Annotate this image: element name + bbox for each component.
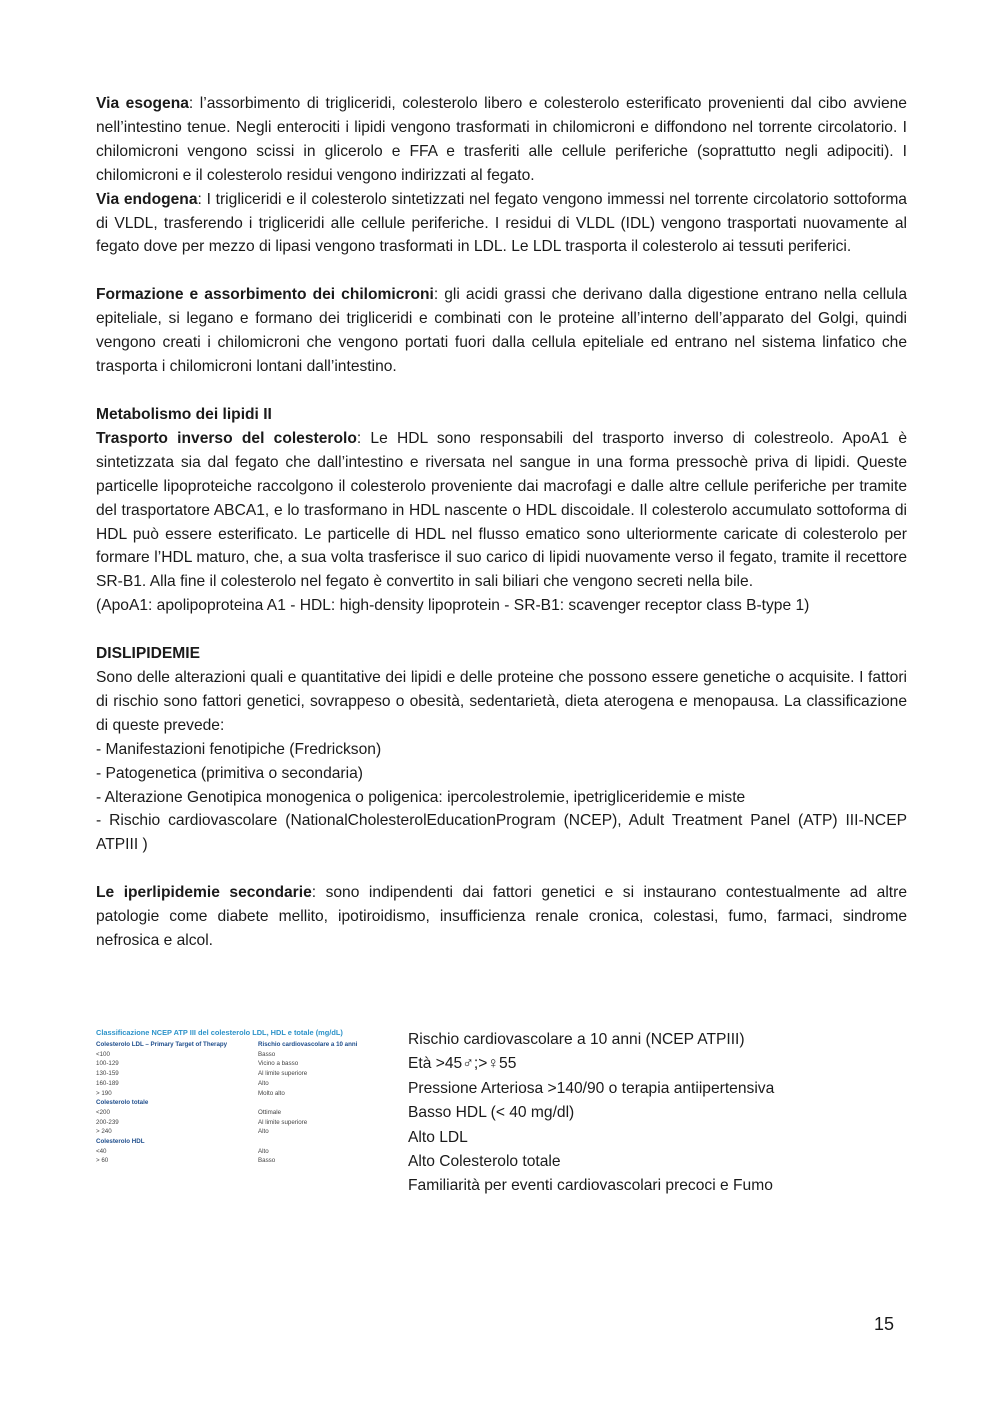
table-row <box>96 1108 392 1118</box>
table-row <box>96 1127 392 1137</box>
paragraph-via-endogena <box>96 188 907 260</box>
table-cell: <200 <box>96 1108 110 1116</box>
bottom-section <box>96 1026 907 1206</box>
list-item: - Patogenetica (primitiva o secondaria) <box>96 764 363 782</box>
table-cell: Alto <box>258 1079 269 1087</box>
table-subheader-row <box>96 1137 392 1147</box>
list-item: Alto Colesterolo totale <box>408 1153 561 1171</box>
list-item: Basso HDL (< 40 mg/dl) <box>408 1104 575 1122</box>
paragraph-chilomicroni <box>96 283 907 379</box>
table-cell: <100 <box>96 1050 110 1058</box>
list-item: - Rischio cardiovascolare (NationalCholesterolEducationProgram (NCEP), Adult Treatment Panel (ATP) III-NCEP ATPIII ) <box>96 812 907 854</box>
list-item: - Manifestazioni fenotipiche (Fredrickson) <box>96 740 382 758</box>
term-iperlipidemie: Le iperlipidemie secondarie <box>96 884 312 902</box>
ncep-table-title: Classificazione NCEP ATP III del colesterolo LDL, HDL e totale (mg/dL) <box>96 1028 343 1037</box>
table-cell: > 190 <box>96 1089 112 1097</box>
page-number: 15 <box>874 1314 895 1334</box>
table-row <box>96 1050 392 1060</box>
table-cell: 100-129 <box>96 1060 119 1068</box>
list-item: - Alterazione Genotipica monogenica o poligenica: ipercolestrolemie, ipetrigliceridemie e miste <box>96 788 746 806</box>
paragraph-dislipidemie: Sono delle alterazioni quali e quantitative dei lipidi e delle proteine che possono essere genetiche o acquisite. I fattori di rischio sono fattori genetici, sovrappeso o obesità, sedentarietà, dieta aterogena e menopausa. La classificazione di queste prevede: <box>96 669 907 734</box>
table-cell: Colesterolo totale <box>96 1099 149 1107</box>
table-cell: > 60 <box>96 1157 109 1165</box>
table-row <box>96 1089 392 1099</box>
paragraph-abbreviazioni: (ApoA1: apolipoproteina A1 - HDL: high-density lipoprotein - SR-B1: scavenger receptor class B-type 1) <box>96 597 810 615</box>
table-cell: Colesterolo HDL <box>96 1138 145 1146</box>
heading-dislipidemie: DISLIPIDEMIE <box>96 645 200 663</box>
list-item: Età >45♂;>♀55 <box>408 1055 517 1073</box>
list-item: Familiarità per eventi cardiovascolari precoci e Fumo <box>408 1177 773 1195</box>
table-row <box>96 1147 392 1157</box>
table-cell: Vicino a basso <box>258 1060 299 1068</box>
ncep-table-header <box>96 1040 392 1050</box>
table-cell: Alto <box>258 1147 269 1155</box>
table-cell <box>258 1137 388 1147</box>
table-cell: Ottimale <box>258 1108 282 1116</box>
text-via-endogena: : I trigliceridi e il colesterolo sintetizzati nel fegato vengono immessi nel torrente circolatorio sottoforma di VLDL, trasferendo i trigliceridi alle cellule periferiche. I residui di VLDL (IDL) vengono trasportati nuovamente al fegato dove per mezzo di lipasi vengono trasformati in LDL. Le LDL trasporta il colesterolo ai tessuti periferici. <box>96 190 907 256</box>
term-trasporto-inverso: Trasporto inverso del colesterolo <box>96 429 357 447</box>
table-cell: Al limite superiore <box>258 1118 308 1126</box>
list-item: Pressione Arteriosa >140/90 o terapia antiipertensiva <box>408 1079 775 1097</box>
table-cell: Alto <box>258 1128 269 1136</box>
table-row <box>96 1079 392 1089</box>
paragraph-iperlipidemie <box>96 881 907 953</box>
table-subheader-row <box>96 1098 392 1108</box>
spacer <box>96 379 907 403</box>
table-row <box>96 1059 392 1069</box>
paragraph-trasporto-inverso <box>96 427 907 594</box>
list-item: Alto LDL <box>408 1128 468 1146</box>
page-body <box>96 92 907 953</box>
text-via-esogena: : l’assorbimento di trigliceridi, colesterolo libero e colesterolo esterificato provenienti dal cibo avviene nell’intestino tenue. Negli enterociti i lipidi vengono trasformati in chilomicroni e diffondono nel torrente circolatorio. I chilomicroni vengono scissi in glicerolo e FFA e trasferiti alle cellule periferiche (soprattutto negli adipociti). I chilomicroni e il colesterolo residui vengono indirizzati al fegato. <box>96 95 907 184</box>
spacer <box>96 857 907 881</box>
table-cell: 130-159 <box>96 1070 119 1078</box>
table-row <box>96 1118 392 1128</box>
ncep-classification-table <box>96 1026 392 1202</box>
text-trasporto-inverso: : Le HDL sono responsabili del trasporto inverso di colestreolo. ApoA1 è sintetizzata sia dal fegato che dall’intestino e riversata nel sangue in una forma pressochè priva di lipidi. Queste particelle lipoproteiche raccolgono il colesterolo proveniente dai macrofagi e dalle altre cellule periferiche per tramite del trasportatore ABCA1, e lo trasformano in HDL nascente o HDL discoidale. Il colesterolo accumulato sottoforma di HDL può essere esterificato. Le particelle di HDL nel flusso ematico sono ulteriormente caricate di colesterolo per formare l’HDL maturo, che, a sua volta trasferisce il suo carico di lipidi nuovamente verso il fegato, tramite il recettore SR-B1. Alla fine il colesterolo nel fegato è convertito in sali biliari che vengono secreti nella bile. <box>96 429 907 591</box>
table-cell: 200-239 <box>96 1118 119 1126</box>
table-cell: Al limite superiore <box>258 1070 308 1078</box>
term-via-esogena: Via esogena <box>96 95 189 112</box>
text-chilomicroni: : gli acidi grassi che derivano dalla digestione entrano nella cellula epiteliale, si legano e formano dei trigliceridi e combinati con le proteine all’interno dell’apparato del Golgi, quindi vengono creati i chilomicroni che vengono portati fuori dalla cellula epiteliale ed entrano nel sistema linfatico che trasporta i chilomicroni lontani dall’intestino. <box>96 286 907 376</box>
term-chilomicroni: Formazione e assorbimento dei chilomicroni <box>96 286 434 304</box>
table-row <box>96 1156 392 1166</box>
term-via-endogena: Via endogena <box>96 190 198 208</box>
table-cell: Molto alto <box>258 1089 285 1097</box>
table-cell: Basso <box>258 1157 276 1165</box>
ncep-header-col2: Rischio cardiovascolare a 10 anni <box>258 1041 358 1048</box>
table-row <box>96 1069 392 1079</box>
paragraph-via-esogena <box>96 92 907 188</box>
table-cell: Basso <box>258 1050 276 1058</box>
table-cell: 160-189 <box>96 1079 119 1087</box>
spacer <box>96 618 907 642</box>
text-iperlipidemie: : sono indipendenti dai fattori genetici e si instaurano contestualmente ad altre patologie come diabete mellito, ipotiroidismo, insufficienza renale cronica, colestasi, fumo, farmaci, sindrome nefrosica e alcol. <box>96 884 907 950</box>
risk-factor-list <box>408 1028 908 1199</box>
spacer <box>96 259 907 283</box>
table-cell <box>258 1098 388 1108</box>
risk-list-title: Rischio cardiovascolare a 10 anni (NCEP ATPIII) <box>408 1031 745 1048</box>
ncep-header-col1: Colesterolo LDL – Primary Target of Therapy <box>96 1041 228 1048</box>
table-cell: > 240 <box>96 1128 112 1136</box>
heading-metabolismo: Metabolismo dei lipidi II <box>96 405 272 423</box>
table-cell: <40 <box>96 1147 107 1155</box>
